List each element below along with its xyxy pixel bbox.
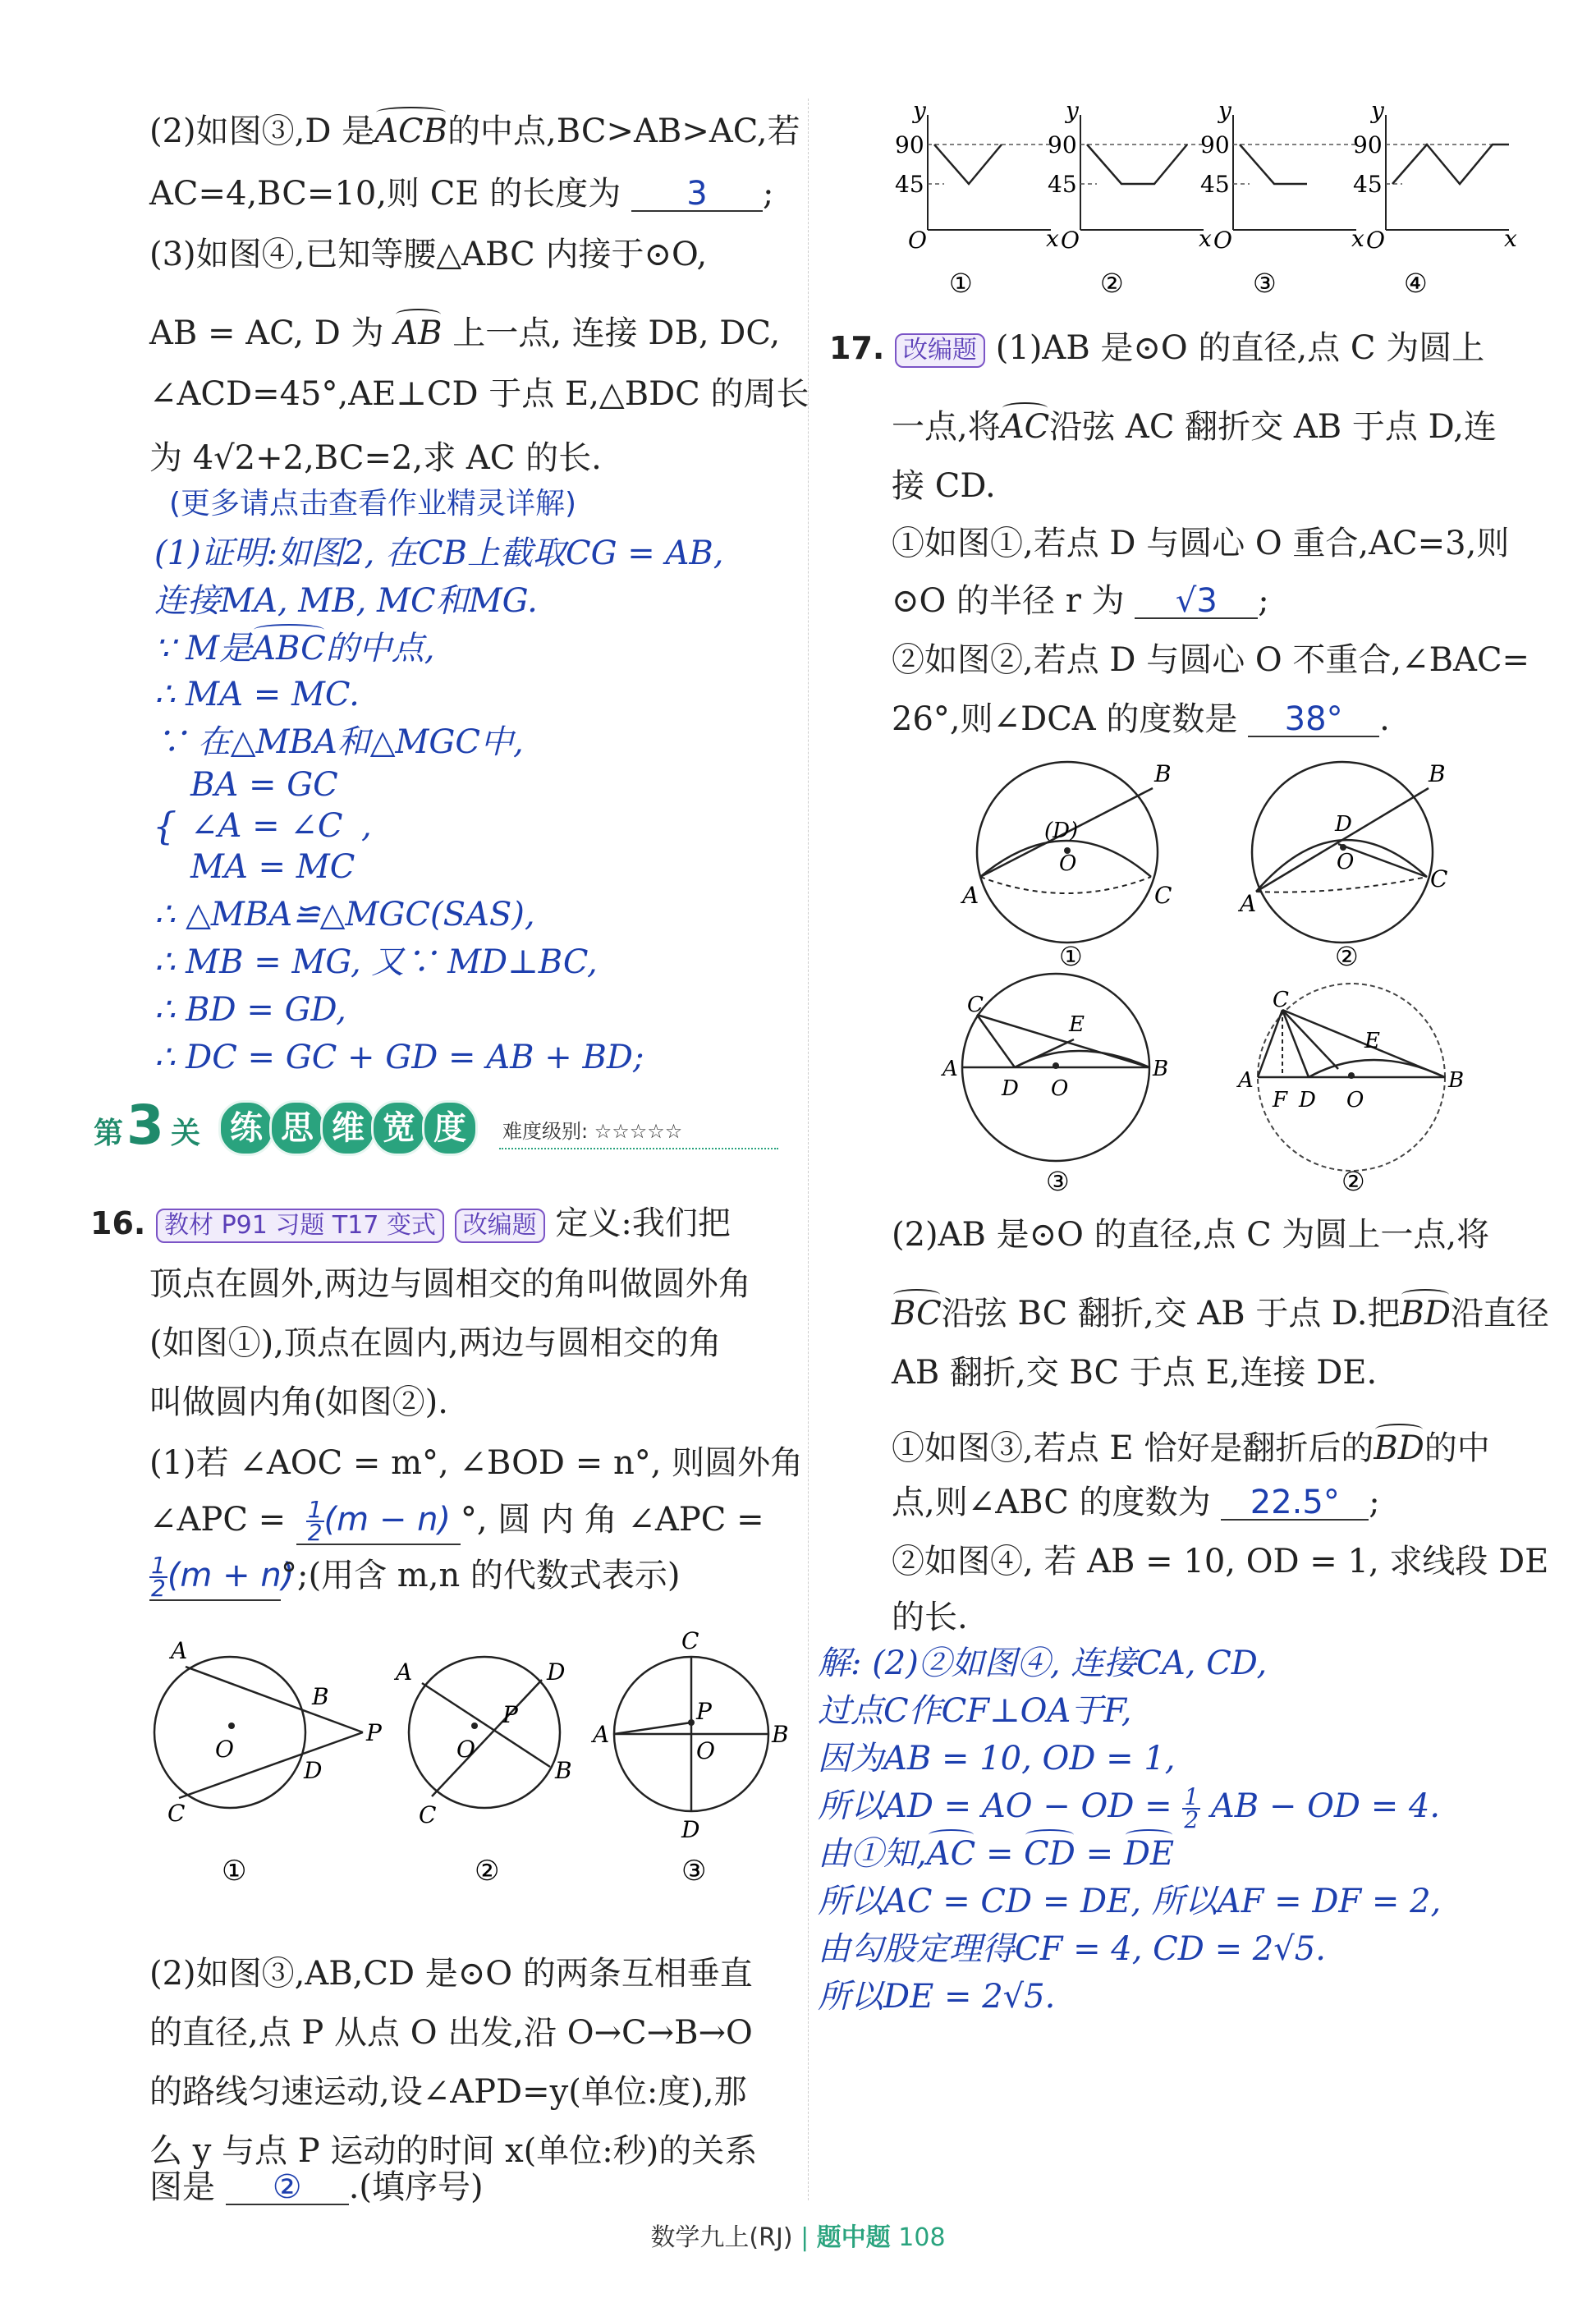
svg-text:A: A xyxy=(1238,1068,1254,1093)
q17-2-line3: AB 翻折,交 BC 于点 E,连接 DE. xyxy=(892,1354,1378,1392)
frac-den: 2 xyxy=(307,1519,323,1546)
q17-line6: ②如图②,若点 D 与圆心 O 不重合,∠BAC= xyxy=(892,641,1530,679)
prev-q2-line1 xyxy=(149,112,800,151)
svg-text:B: B xyxy=(1153,1057,1169,1081)
q16-2-line4: 么 y 与点 P 运动的时间 x(单位:秒)的关系 xyxy=(149,2132,758,2170)
figure-fold-midpoint xyxy=(941,974,1168,1161)
q16-figures xyxy=(140,1626,796,1897)
graph-tick-label: 90 xyxy=(895,131,924,158)
text: ①如图③,若点 E 恰好是翻折后的 xyxy=(892,1429,1374,1467)
q16-adapted-tag: 改编题 xyxy=(455,1209,545,1243)
q17-line7 xyxy=(892,700,1390,739)
svg-text:A: A xyxy=(1240,890,1257,917)
text: 由①知, xyxy=(818,1835,927,1873)
text: 沿弦 BC 翻折,交 AB 于点 D.把 xyxy=(941,1295,1401,1333)
svg-text:B: B xyxy=(772,1721,789,1748)
q17-sol-line5 xyxy=(818,1834,1174,1874)
answer-text: (m − n) xyxy=(323,1501,452,1539)
more-hint-link[interactable]: (更多请点击查看作业精灵详解) xyxy=(169,487,577,521)
svg-text:B: B xyxy=(1448,1068,1465,1093)
arc-cd: CD xyxy=(1024,1835,1075,1873)
q16-line6 xyxy=(149,1496,764,1546)
q17-figures xyxy=(944,755,1535,1215)
text: 图是 xyxy=(149,2168,215,2206)
q16-line3: (如图①),顶点在圆内,两边与圆相交的角 xyxy=(149,1324,722,1362)
prev-q3-line3: ∠ACD=45°,AE⊥CD 于点 E,△BDC 的周长 xyxy=(149,375,809,413)
q16-line2: 顶点在圆外,两边与圆相交的角叫做圆外角 xyxy=(149,1265,751,1303)
fig-label: ③ xyxy=(1046,1166,1070,1197)
arc-ac: AC xyxy=(1000,408,1050,446)
q16-2-line5 xyxy=(149,2168,484,2207)
graph-label: ① xyxy=(949,268,973,299)
svg-text:P: P xyxy=(696,1698,712,1725)
graph-tick-label: 90 xyxy=(1048,131,1077,158)
answer-graph xyxy=(895,97,1059,254)
text: AC=4,BC=10,则 CE 的长度为 xyxy=(149,175,621,213)
graph-tick-label: y xyxy=(913,97,926,124)
svg-text:C: C xyxy=(1154,882,1172,909)
q17-sol-line6: 所以AC = CD = DE, 所以AF = DF = 2, xyxy=(818,1883,1442,1920)
text: 的中点,BC>AB>AC,若 xyxy=(447,112,800,150)
frac-den: 2 xyxy=(1184,1806,1199,1833)
graph-tick-label: 45 xyxy=(1048,171,1077,198)
text: ∵ M是 xyxy=(154,630,253,667)
q17-sol-line3: 因为AB = 10, OD = 1, xyxy=(818,1740,1176,1778)
svg-text:A: A xyxy=(396,1658,413,1686)
arc-acb: ACB xyxy=(374,112,448,150)
sol-line-1: (1)证明:如图2, 在CB上截取CG = AB, xyxy=(154,534,724,572)
fig-label: ① xyxy=(222,1855,247,1888)
text: ⊙O 的半径 r 为 xyxy=(892,582,1125,620)
svg-text:O: O xyxy=(1059,851,1077,876)
text: 26°,则∠DCA 的度数是 xyxy=(892,700,1238,738)
svg-text:O: O xyxy=(1051,1076,1069,1101)
q16-number: 16. xyxy=(90,1205,146,1241)
frac-num: 1 xyxy=(307,1496,323,1523)
comma: , xyxy=(361,807,372,845)
q17-line2 xyxy=(892,407,1497,447)
section-suffix: 关 xyxy=(171,1117,201,1150)
text: 上一点, 连接 DB, DC, xyxy=(452,314,781,352)
page-footer: 数学九上(RJ) | 题中题 108 xyxy=(650,2223,946,2252)
answer-blank-angle-abc[interactable]: 22.5° xyxy=(1221,1486,1369,1521)
frac-den: 2 xyxy=(151,1575,166,1602)
q17-line3: 接 CD. xyxy=(892,467,996,505)
footer-subject: 数学九上(RJ) xyxy=(650,2223,793,2252)
arc-ab: AB xyxy=(394,314,443,352)
fig-label: ② xyxy=(1341,1166,1365,1197)
arc-ac: AC xyxy=(926,1835,976,1873)
prev-q3-line1: (3)如图④,已知等腰△ABC 内接于⊙O, xyxy=(149,236,708,273)
graph-tick-label: x xyxy=(1046,225,1059,252)
q17-2-line2 xyxy=(892,1294,1549,1333)
answer-text: (m + n) xyxy=(167,1557,295,1594)
answer-blank-angle-dca[interactable]: 38° xyxy=(1248,703,1379,737)
answer-blank-outer-angle[interactable] xyxy=(296,1496,461,1546)
svg-text:D: D xyxy=(547,1658,566,1686)
answer-blank-ce[interactable]: 3 xyxy=(631,177,763,212)
q17-sol-line7: 由勾股定理得CF = 4, CD = 2√5. xyxy=(818,1930,1326,1968)
svg-text:C: C xyxy=(681,1627,699,1654)
q16-source-tag: 教材 P91 习题 T17 变式 xyxy=(156,1209,444,1243)
text: °, 圆 内 角 ∠APC = xyxy=(460,1501,764,1539)
svg-text:O: O xyxy=(696,1737,715,1764)
text: AB − OD = 4. xyxy=(1210,1787,1441,1825)
svg-text:C: C xyxy=(167,1800,186,1827)
svg-text:D: D xyxy=(304,1757,323,1784)
q16-2-line3: 的路线匀速运动,设∠APD=y(单位:度),那 xyxy=(149,2073,747,2111)
text: °;(用含 m,n 的代数式表示) xyxy=(281,1557,681,1594)
text: 定义:我们把 xyxy=(555,1204,731,1242)
frac-num: 1 xyxy=(151,1552,166,1579)
svg-text:D: D xyxy=(1335,812,1352,837)
graph-tick-label: O xyxy=(1366,227,1385,254)
answer-graph xyxy=(1048,97,1212,254)
svg-text:C: C xyxy=(967,993,984,1017)
text: = xyxy=(985,1835,1014,1873)
svg-text:D: D xyxy=(1002,1076,1019,1101)
text: ; xyxy=(1258,582,1269,620)
text: (2)如图③,D 是 xyxy=(149,112,375,150)
graph-tick-label: O xyxy=(908,227,927,254)
text: ; xyxy=(1369,1484,1380,1521)
q16-line7 xyxy=(149,1552,681,1602)
graph-tick-label: y xyxy=(1066,97,1079,124)
answer-graph xyxy=(1200,97,1364,254)
q16-2-line1: (2)如图③,AB,CD 是⊙O 的两条互相垂直 xyxy=(149,1955,753,1993)
text: 点,则∠ABC 的度数为 xyxy=(892,1484,1211,1521)
graph-tick-label: O xyxy=(1213,227,1232,254)
svg-text:O: O xyxy=(1337,850,1355,874)
sol-line-11: ∴ BD = GD, xyxy=(154,991,346,1029)
q17-sol-line4 xyxy=(818,1783,1441,1833)
svg-text:A: A xyxy=(593,1721,610,1748)
q17-line1 xyxy=(829,328,1484,368)
answer-blank-radius[interactable]: √3 xyxy=(1135,585,1258,619)
svg-text:(D): (D) xyxy=(1044,819,1079,843)
sol-case-3: MA = MC xyxy=(190,848,355,886)
arc-de: DE xyxy=(1123,1835,1175,1873)
q16-line1 xyxy=(90,1204,731,1243)
section-title xyxy=(218,1100,473,1156)
section-title-char: 度 xyxy=(422,1100,478,1156)
sol-line-10: ∴ MB = MG, 又∵ MD⊥BC, xyxy=(154,943,598,981)
svg-text:B: B xyxy=(1429,760,1446,787)
figure-fold-offcenter xyxy=(1237,760,1447,943)
sol-line-9: ∴ △MBA≌△MGC(SAS), xyxy=(154,896,535,934)
q16-line5: (1)若 ∠AOC = m°, ∠BOD = n°, 则圆外角 xyxy=(149,1444,804,1482)
brace: { xyxy=(153,804,177,848)
sol-line-12: ∴ DC = GC + GD = AB + BD; xyxy=(154,1039,644,1076)
q17-2-line1: (2)AB 是⊙O 的直径,点 C 为圆上一点,将 xyxy=(892,1216,1490,1254)
svg-text:P: P xyxy=(366,1719,382,1746)
graph-tick-label: 45 xyxy=(1200,171,1230,198)
svg-text:C: C xyxy=(1430,865,1448,892)
graph-tick-label: x xyxy=(1199,225,1212,252)
graph-tick-label: y xyxy=(1371,97,1384,124)
graph-tick-label: x xyxy=(1351,225,1364,252)
fig-label: ② xyxy=(1335,941,1359,972)
sol-line-2: 连接MA, MB, MC和MG. xyxy=(154,582,538,620)
q16-answer-graphs xyxy=(895,99,1519,312)
graph-tick-label: O xyxy=(1061,227,1080,254)
fig-label: ③ xyxy=(681,1855,707,1888)
text: 的中点, xyxy=(325,630,435,667)
footer-book: 题中题 xyxy=(816,2223,891,2252)
svg-text:E: E xyxy=(1069,1012,1085,1037)
arc-abc: ABC xyxy=(252,630,326,667)
graph-label: ④ xyxy=(1404,268,1428,299)
sol-line-4: ∴ MA = MC. xyxy=(154,676,360,713)
sol-case-1: BA = GC xyxy=(190,766,338,804)
arc-bc: BC xyxy=(892,1295,942,1333)
q17-adapted-tag: 改编题 xyxy=(895,333,985,368)
figure-fold-center xyxy=(960,760,1172,943)
graph-tick-label: 90 xyxy=(1200,131,1230,158)
q17-line4: ①如图①,若点 D 与圆心 O 重合,AC=3,则 xyxy=(892,525,1510,562)
text: ; xyxy=(763,175,774,213)
svg-text:P: P xyxy=(502,1701,518,1728)
section-banner xyxy=(89,1094,778,1163)
figure-inner-angle xyxy=(393,1657,572,1828)
q17-sol-line8: 所以DE = 2√5. xyxy=(818,1978,1056,2016)
frac-num: 1 xyxy=(1184,1783,1199,1810)
text: 沿直径 xyxy=(1450,1295,1549,1333)
sol-line-5: ∵ 在△MBA和△MGC中, xyxy=(154,723,524,761)
graph-label: ③ xyxy=(1253,268,1277,299)
svg-text:D: D xyxy=(1299,1088,1316,1112)
svg-text:O: O xyxy=(1346,1088,1364,1112)
graph-tick-label: y xyxy=(1218,97,1231,124)
text: = xyxy=(1085,1835,1114,1873)
prev-q3-line2 xyxy=(149,314,780,353)
text: 沿弦 AC 翻折交 AB 于点 D,连 xyxy=(1049,408,1497,446)
q16-line4: 叫做圆内角(如图②). xyxy=(149,1383,448,1421)
svg-text:A: A xyxy=(942,1057,958,1081)
text: (1)AB 是⊙O 的直径,点 C 为圆上 xyxy=(995,329,1485,367)
text: ∠APC = xyxy=(149,1501,287,1539)
q17-2-line7: 的长. xyxy=(892,1599,968,1636)
text: .(填序号) xyxy=(348,2168,484,2206)
svg-text:B: B xyxy=(312,1683,329,1710)
svg-text:A: A xyxy=(171,1637,188,1664)
answer-blank-inner-angle[interactable] xyxy=(149,1552,295,1602)
section-title-char: 思 xyxy=(269,1100,325,1156)
arc-bd: BD xyxy=(1400,1295,1451,1333)
text: . xyxy=(1379,700,1390,738)
prev-q3-line4: 为 4√2+2,BC=2,求 AC 的长. xyxy=(149,439,602,477)
q16-2-line2: 的直径,点 P 从点 O 出发,沿 O→C→B→O xyxy=(149,2014,753,2052)
banner-divider xyxy=(499,1148,778,1149)
footer-page-number: 108 xyxy=(898,2223,946,2252)
graph-tick-label: 90 xyxy=(1353,131,1383,158)
prev-q2-line2 xyxy=(149,174,773,213)
q17-sol-line2: 过点C作CF⊥OA于F, xyxy=(818,1692,1132,1730)
svg-text:B: B xyxy=(1154,760,1172,787)
svg-text:B: B xyxy=(555,1757,572,1784)
svg-text:D: D xyxy=(681,1816,700,1843)
svg-text:F: F xyxy=(1273,1088,1288,1112)
text: 所以AD = AO − OD = xyxy=(818,1787,1172,1825)
svg-text:E: E xyxy=(1364,1029,1380,1053)
sol-case-2: ∠A = ∠C xyxy=(190,807,343,845)
section-number: 3 xyxy=(126,1094,164,1157)
text: AB = AC, D 为 xyxy=(149,314,384,352)
fig-label: ② xyxy=(475,1855,500,1888)
section-title-char: 维 xyxy=(320,1100,376,1156)
graph-label: ② xyxy=(1100,268,1124,299)
section-prefix: 第 xyxy=(94,1117,124,1150)
column-divider xyxy=(808,99,809,2200)
q17-2-line4 xyxy=(892,1429,1490,1468)
arc-bd: BD xyxy=(1374,1429,1424,1467)
svg-text:O: O xyxy=(456,1736,475,1763)
sol-line-3 xyxy=(154,629,434,668)
q17-2-line6: ②如图④, 若 AB = 10, OD = 1, 求线段 DE xyxy=(892,1543,1549,1580)
answer-graph xyxy=(1353,97,1517,254)
svg-text:C: C xyxy=(419,1801,437,1828)
figure-perpendicular-diameters xyxy=(590,1627,789,1843)
fig-label: ① xyxy=(1059,941,1083,972)
text: 的中 xyxy=(1424,1429,1490,1467)
q17-2-line5 xyxy=(892,1483,1380,1522)
text: 一点,将 xyxy=(892,408,1001,446)
q17-sol-line1: 解: (2)②如图④, 连接CA, CD, xyxy=(818,1645,1268,1682)
q17-line5 xyxy=(892,581,1269,621)
svg-text:O: O xyxy=(215,1736,234,1763)
svg-text:A: A xyxy=(962,882,979,909)
graph-tick-label: x xyxy=(1504,225,1517,252)
figure-fold-length xyxy=(1236,984,1464,1171)
answer-blank-graph-choice[interactable]: ② xyxy=(226,2171,349,2205)
q17-number: 17. xyxy=(829,330,885,366)
difficulty-rating: 难度级别: ☆☆☆☆☆ xyxy=(502,1120,683,1143)
section-title-char: 宽 xyxy=(371,1100,427,1156)
svg-text:C: C xyxy=(1273,988,1289,1012)
graph-tick-label: 45 xyxy=(1353,171,1383,198)
graph-tick-label: 45 xyxy=(895,171,924,198)
section-title-char: 练 xyxy=(218,1100,274,1156)
figure-outer-angle xyxy=(154,1637,383,1827)
